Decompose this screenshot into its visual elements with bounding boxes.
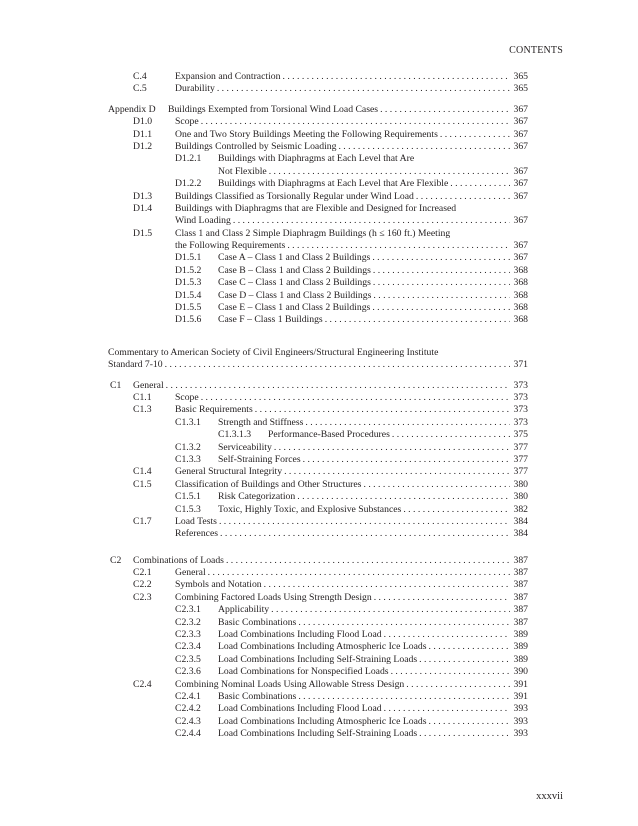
toc-entry-title: Load Combinations Including Flood Load	[218, 703, 382, 715]
toc-entry-page: 373	[513, 404, 528, 416]
toc-entry[interactable]	[0, 252, 638, 264]
toc-entry[interactable]	[0, 555, 638, 567]
toc-entry-number: D1.5.4	[175, 289, 202, 301]
toc-entry[interactable]	[0, 153, 638, 165]
toc-entry-title: Case C – Class 1 and Class 2 Buildings	[218, 277, 371, 289]
toc-entry-number: C2	[110, 554, 122, 566]
toc-entry-page: 380	[513, 491, 528, 503]
toc-entry[interactable]	[0, 166, 638, 178]
dot-leader	[264, 579, 510, 591]
dot-leader	[373, 265, 510, 277]
toc-entry-page: 368	[513, 277, 528, 289]
toc-entry-page: 389	[513, 629, 528, 641]
toc-entry-page: 367	[513, 252, 528, 264]
dot-leader	[384, 629, 510, 641]
table-of-contents	[0, 71, 638, 741]
toc-entry-title: Symbols and Notation	[175, 579, 262, 591]
toc-entry[interactable]	[0, 141, 638, 153]
dot-leader	[274, 442, 510, 454]
dot-leader	[271, 604, 510, 616]
toc-entry-number: C1.3.1.3	[218, 429, 252, 441]
toc-entry-page: 367	[513, 165, 528, 177]
toc-entry-title: Buildings Controlled by Seismic Loading	[175, 140, 337, 152]
dot-leader	[325, 314, 510, 326]
toc-entry[interactable]	[0, 528, 638, 540]
toc-entry-page: 384	[513, 528, 528, 540]
toc-entry-number: C1.3	[133, 404, 152, 416]
toc-entry-page: 382	[513, 503, 528, 515]
page-number: xxxvii	[536, 791, 563, 802]
toc-entry-number: D1.5.3	[175, 277, 202, 289]
toc-spacer	[0, 372, 638, 380]
toc-entry-title: Buildings with Diaphragms at Each Level that Are Flexible	[218, 178, 449, 190]
toc-entry[interactable]	[0, 417, 638, 429]
toc-entry-title: Case F – Class 1 Buildings	[218, 314, 323, 326]
toc-entry-title: Classification of Buildings and Other Structures	[175, 478, 362, 490]
toc-entry-page: 387	[513, 591, 528, 603]
toc-entry[interactable]	[0, 265, 638, 277]
toc-entry-title: Expansion and Contraction	[175, 71, 281, 82]
toc-entry[interactable]	[0, 240, 638, 252]
toc-entry-number: C2.3.4	[175, 641, 201, 653]
toc-entry[interactable]	[0, 228, 638, 240]
toc-entry[interactable]	[0, 703, 638, 715]
toc-entry-page: 367	[513, 116, 528, 128]
toc-entry-number: C1.3.3	[175, 453, 201, 465]
toc-entry-number: C2.4	[133, 678, 152, 690]
toc-spacer	[0, 327, 638, 347]
toc-entry-page: 389	[513, 653, 528, 665]
dot-leader	[284, 466, 510, 478]
toc-entry-page: 373	[513, 379, 528, 391]
toc-entry[interactable]	[0, 191, 638, 203]
toc-entry-page: 367	[513, 190, 528, 202]
toc-entry-page: 387	[513, 567, 528, 579]
toc-entry-title: Durability	[175, 83, 215, 95]
toc-entry-page: 377	[513, 453, 528, 465]
toc-entry[interactable]	[0, 716, 638, 728]
toc-entry[interactable]	[0, 604, 638, 616]
toc-entry[interactable]	[0, 203, 638, 215]
dot-leader	[297, 491, 510, 503]
dot-leader	[165, 359, 510, 371]
toc-entry[interactable]	[0, 454, 638, 466]
toc-entry-title: Buildings Exempted from Torsional Wind Load Cases	[168, 103, 379, 115]
toc-entry-page: 393	[513, 728, 528, 740]
toc-entry-number: C1.4	[133, 466, 152, 478]
toc-entry-page: 391	[513, 678, 528, 690]
toc-entry[interactable]	[0, 679, 638, 691]
dot-leader	[440, 129, 510, 141]
toc-entry-title: Load Tests	[175, 515, 217, 527]
toc-entry-number: C2.2	[133, 579, 152, 591]
toc-entry-number: D1.5.2	[175, 264, 202, 276]
toc-entry-title: Load Combinations Including Atmospheric Ice Loads	[218, 715, 427, 727]
dot-leader	[429, 716, 510, 728]
toc-entry-title: Scope	[175, 116, 199, 128]
dot-leader	[391, 666, 510, 678]
dot-leader	[363, 479, 510, 491]
toc-entry-number: D1.3	[133, 190, 153, 202]
toc-entry[interactable]	[0, 592, 638, 604]
dot-leader	[450, 178, 510, 190]
toc-entry-title: Case B – Class 1 and Class 2 Buildings	[218, 264, 371, 276]
toc-entry-title: Load Combinations Including Self-Straining Loads	[218, 728, 418, 740]
dot-leader	[282, 71, 510, 83]
toc-entry-title: Strength and Stiffness	[218, 416, 304, 428]
toc-entry[interactable]	[0, 442, 638, 454]
toc-entry[interactable]	[0, 504, 638, 516]
toc-entry-title: Standard 7-10	[108, 359, 163, 371]
dot-leader	[233, 215, 510, 227]
toc-entry-page: 393	[513, 703, 528, 715]
toc-entry-number: C2.1	[133, 567, 152, 579]
toc-entry-title: Basic Requirements	[175, 404, 253, 416]
dot-leader	[419, 654, 510, 666]
toc-entry-number: C.4	[133, 71, 147, 82]
toc-entry-number: Appendix D	[108, 103, 156, 115]
toc-entry-page: 368	[513, 302, 528, 314]
toc-entry-title: Self-Straining Forces	[218, 453, 301, 465]
toc-entry-title: Combinations of Loads	[133, 554, 224, 566]
toc-entry-title: Serviceability	[218, 441, 272, 453]
toc-entry-number: C2.4.1	[175, 690, 201, 702]
toc-entry-number: D1.5.5	[175, 302, 202, 314]
toc-entry-page: 367	[513, 128, 528, 140]
toc-entry-number: C2.4.3	[175, 715, 201, 727]
dot-leader	[255, 404, 510, 416]
toc-entry-number: C1.1	[133, 391, 152, 403]
toc-entry[interactable]	[0, 215, 638, 227]
toc-entry-page: 367	[513, 103, 528, 115]
toc-entry-number: D1.5.1	[175, 252, 202, 264]
toc-entry-title: Buildings with Diaphragms that are Flexible and Designed for Increased	[175, 202, 457, 214]
toc-entry-number: C1.5.1	[175, 491, 201, 503]
toc-entry-page: 367	[513, 215, 528, 227]
dot-leader	[338, 141, 510, 153]
toc-entry-title: Applicability	[218, 604, 270, 616]
dot-leader	[166, 380, 510, 392]
toc-entry[interactable]	[0, 666, 638, 678]
toc-entry-number: C2.3	[133, 591, 152, 603]
toc-entry-title: Commentary to American Society of Civil Engineers/Structural Engineering Institute	[108, 346, 439, 358]
toc-entry-page: 365	[513, 83, 528, 95]
toc-entry-number: C1.3.1	[175, 416, 201, 428]
toc-entry[interactable]	[0, 392, 638, 404]
toc-entry-title: Risk Categorization	[218, 491, 296, 503]
toc-entry-number: C1.3.2	[175, 441, 201, 453]
toc-entry-number: C2.4.4	[175, 728, 201, 740]
toc-entry[interactable]	[0, 116, 638, 128]
toc-entry-page: 365	[513, 71, 528, 82]
toc-spacer	[0, 96, 638, 104]
dot-leader	[380, 104, 510, 116]
toc-entry-number: D1.5	[133, 227, 153, 239]
toc-entry[interactable]	[0, 314, 638, 326]
toc-entry[interactable]	[0, 277, 638, 289]
toc-entry-page: 367	[513, 140, 528, 152]
toc-entry[interactable]	[0, 579, 638, 591]
toc-entry[interactable]	[0, 629, 638, 641]
toc-entry[interactable]	[0, 404, 638, 416]
toc-entry-title: Basic Combinations	[218, 616, 297, 628]
toc-entry-number: C2.3.5	[175, 653, 201, 665]
toc-entry-page: 384	[513, 515, 528, 527]
toc-entry[interactable]	[0, 567, 638, 579]
toc-entry-number: C.5	[133, 83, 147, 95]
toc-entry-title: Performance-Based Procedures	[268, 429, 390, 441]
dot-leader	[372, 302, 510, 314]
dot-leader	[217, 83, 510, 95]
dot-leader	[373, 277, 510, 289]
toc-entry-title: Case D – Class 1 and Class 2 Buildings	[218, 289, 372, 301]
toc-entry[interactable]	[0, 178, 638, 190]
toc-entry-number: D1.2.1	[175, 153, 202, 165]
dot-leader	[392, 429, 510, 441]
toc-entry-title: Combining Factored Loads Using Strength Design	[175, 591, 372, 603]
toc-entry[interactable]	[0, 516, 638, 528]
toc-entry[interactable]	[0, 71, 638, 83]
toc-entry[interactable]	[0, 491, 638, 503]
toc-entry[interactable]	[0, 429, 638, 441]
toc-entry[interactable]	[0, 728, 638, 740]
dot-leader	[269, 166, 510, 178]
toc-entry-title: the Following Requirements	[175, 240, 286, 252]
toc-entry-page: 368	[513, 289, 528, 301]
dot-leader	[201, 116, 510, 128]
toc-entry-title: One and Two Story Buildings Meeting the Following Requirements	[175, 128, 438, 140]
dot-leader	[219, 516, 510, 528]
toc-entry-page: 367	[513, 240, 528, 252]
toc-entry-page: 390	[513, 666, 528, 678]
toc-entry-page: 393	[513, 715, 528, 727]
toc-entry-page: 367	[513, 178, 528, 190]
toc-entry-page: 373	[513, 391, 528, 403]
toc-entry-number: C2.3.2	[175, 616, 201, 628]
toc-entry[interactable]	[0, 617, 638, 629]
toc-entry-page: 377	[513, 466, 528, 478]
toc-entry-number: D1.0	[133, 116, 153, 128]
toc-entry[interactable]	[0, 466, 638, 478]
toc-entry-title: Scope	[175, 391, 199, 403]
toc-entry-title: General Structural Integrity	[175, 466, 283, 478]
toc-entry-title: Toxic, Highly Toxic, and Explosive Substances	[218, 503, 402, 515]
toc-entry-number: C1	[110, 379, 122, 391]
toc-entry-title: Load Combinations Including Atmospheric Ice Loads	[218, 641, 427, 653]
dot-leader	[303, 454, 510, 466]
toc-entry-page: 377	[513, 441, 528, 453]
toc-entry-title: Load Combinations Including Flood Load	[218, 629, 382, 641]
toc-entry-number: D1.4	[133, 202, 153, 214]
dot-leader	[220, 528, 510, 540]
dot-leader	[406, 679, 510, 691]
toc-entry-number: C2.3.6	[175, 666, 201, 678]
toc-entry-title: Basic Combinations	[218, 690, 297, 702]
toc-entry-title: Load Combinations Including Self-Straining Loads	[218, 653, 418, 665]
toc-entry[interactable]	[0, 290, 638, 302]
toc-entry-page: 387	[513, 604, 528, 616]
dot-leader	[226, 555, 510, 567]
toc-entry-page: 368	[513, 264, 528, 276]
dot-leader	[373, 290, 510, 302]
dot-leader	[298, 691, 510, 703]
dot-leader	[208, 567, 510, 579]
toc-entry[interactable]	[0, 359, 638, 371]
dot-leader	[372, 252, 510, 264]
dot-leader	[298, 617, 510, 629]
toc-entry-title: General	[175, 567, 206, 579]
toc-entry[interactable]	[0, 691, 638, 703]
toc-entry[interactable]	[0, 654, 638, 666]
toc-entry-number: D1.2	[133, 140, 153, 152]
toc-entry-title: Combining Nominal Loads Using Allowable Stress Design	[175, 678, 405, 690]
dot-leader	[384, 703, 510, 715]
toc-entry-page: 387	[513, 579, 528, 591]
toc-entry-page: 391	[513, 690, 528, 702]
toc-entry-number: D1.1	[133, 128, 153, 140]
toc-entry-title: Buildings Classified as Torsionally Regular under Wind Load	[175, 190, 414, 202]
toc-entry-number: C1.7	[133, 515, 152, 527]
toc-entry-number: D1.5.6	[175, 314, 202, 326]
toc-entry-page: 387	[513, 616, 528, 628]
toc-entry[interactable]	[0, 83, 638, 95]
toc-entry-title: References	[175, 528, 219, 540]
toc-entry-page: 387	[513, 554, 528, 566]
toc-entry[interactable]	[0, 104, 638, 116]
dot-leader	[201, 392, 510, 404]
dot-leader	[287, 240, 510, 252]
dot-leader	[419, 728, 510, 740]
dot-leader	[374, 592, 510, 604]
toc-entry-number: C2.3.1	[175, 604, 201, 616]
toc-entry[interactable]	[0, 302, 638, 314]
toc-entry-title: Wind Loading	[175, 215, 231, 227]
toc-entry-number: C2.4.2	[175, 703, 201, 715]
dot-leader	[305, 417, 510, 429]
toc-entry-page: 380	[513, 478, 528, 490]
dot-leader	[403, 504, 510, 516]
toc-spacer	[0, 541, 638, 555]
toc-entry[interactable]	[0, 380, 638, 392]
toc-entry-title: General	[133, 379, 164, 391]
toc-entry-page: 368	[513, 314, 528, 326]
toc-entry-title: Load Combinations for Nonspecified Loads	[218, 666, 389, 678]
toc-entry-page: 371	[513, 359, 528, 371]
toc-entry-title: Case E – Class 1 and Class 2 Buildings	[218, 302, 371, 314]
toc-entry-title: Case A – Class 1 and Class 2 Buildings	[218, 252, 371, 264]
toc-entry-number: C2.3.3	[175, 629, 201, 641]
toc-entry-page: 389	[513, 641, 528, 653]
toc-entry-title: Not Flexible	[218, 165, 267, 177]
toc-entry[interactable]	[0, 347, 638, 359]
toc-entry-number: C1.5	[133, 478, 152, 490]
toc-entry-page: 373	[513, 416, 528, 428]
toc-entry[interactable]	[0, 641, 638, 653]
toc-entry[interactable]	[0, 479, 638, 491]
dot-leader	[429, 641, 510, 653]
toc-entry[interactable]	[0, 129, 638, 141]
toc-entry-title: Buildings with Diaphragms at Each Level that Are	[218, 153, 415, 165]
toc-entry-number: C1.5.3	[175, 503, 201, 515]
toc-entry-page: 375	[513, 429, 528, 441]
dot-leader	[416, 191, 510, 203]
toc-entry-title: Class 1 and Class 2 Simple Diaphragm Buildings (h ≤ 160 ft.) Meeting	[175, 227, 451, 239]
toc-entry-number: D1.2.2	[175, 178, 202, 190]
running-head: CONTENTS	[509, 45, 563, 56]
